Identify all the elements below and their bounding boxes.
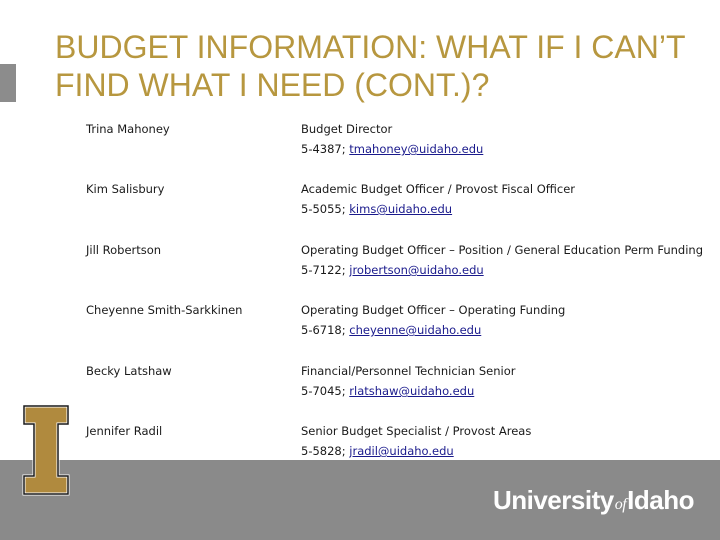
contact-phone: 5-6718; xyxy=(301,323,346,337)
contact-phone: 5-7045; xyxy=(301,384,346,398)
list-item xyxy=(86,180,716,230)
contact-info xyxy=(301,382,474,400)
contact-name: Kim Salisbury xyxy=(86,182,165,196)
page-title: BUDGET INFORMATION: WHAT IF I CAN’T FIND WHAT I NEED (CONT.)? xyxy=(55,29,685,103)
contact-role: Financial/Personnel Technician Senior xyxy=(301,364,516,378)
list-item xyxy=(86,241,716,291)
contact-email-link[interactable]: rlatshaw@uidaho.edu xyxy=(349,384,475,398)
contact-email-link[interactable]: cheyenne@uidaho.edu xyxy=(349,323,482,337)
university-wordmark xyxy=(493,485,694,516)
contact-role: Academic Budget Officer / Provost Fiscal Officer xyxy=(301,182,576,196)
contact-name: Jill Robertson xyxy=(86,243,162,257)
contact-email-link[interactable]: jrobertson@uidaho.edu xyxy=(349,263,484,277)
contact-info xyxy=(301,321,481,339)
contact-phone: 5-4387; xyxy=(301,142,346,156)
contact-info xyxy=(301,442,454,460)
wordmark-idaho: Idaho xyxy=(627,485,694,515)
wordmark-university: University xyxy=(492,485,614,515)
contact-info xyxy=(301,200,452,218)
contact-phone: 5-5828; xyxy=(301,444,346,458)
list-item xyxy=(86,301,716,351)
list-item xyxy=(86,362,716,412)
university-i-logo xyxy=(22,404,70,496)
contact-info xyxy=(301,140,483,158)
contact-phone: 5-5055; xyxy=(301,202,346,216)
contact-role: Budget Director xyxy=(301,122,393,136)
contact-role: Operating Budget Officer – Operating Funding xyxy=(301,303,566,317)
contact-role: Operating Budget Officer – Position / General Education Perm Funding xyxy=(301,243,704,257)
contact-phone: 5-7122; xyxy=(301,263,346,277)
contact-email-link[interactable]: tmahoney@uidaho.edu xyxy=(349,142,484,156)
contact-name: Cheyenne Smith-Sarkkinen xyxy=(86,303,243,317)
contact-name: Jennifer Radil xyxy=(86,424,163,438)
contact-info xyxy=(301,261,484,279)
contact-name: Trina Mahoney xyxy=(86,122,170,136)
contact-email-link[interactable]: jradil@uidaho.edu xyxy=(349,444,454,458)
wordmark-of: of xyxy=(614,496,627,513)
left-accent-bar xyxy=(0,64,16,102)
contact-name: Becky Latshaw xyxy=(86,364,172,378)
list-item xyxy=(86,120,716,170)
contact-email-link[interactable]: kims@uidaho.edu xyxy=(349,202,453,216)
contact-role: Senior Budget Specialist / Provost Areas xyxy=(301,424,532,438)
